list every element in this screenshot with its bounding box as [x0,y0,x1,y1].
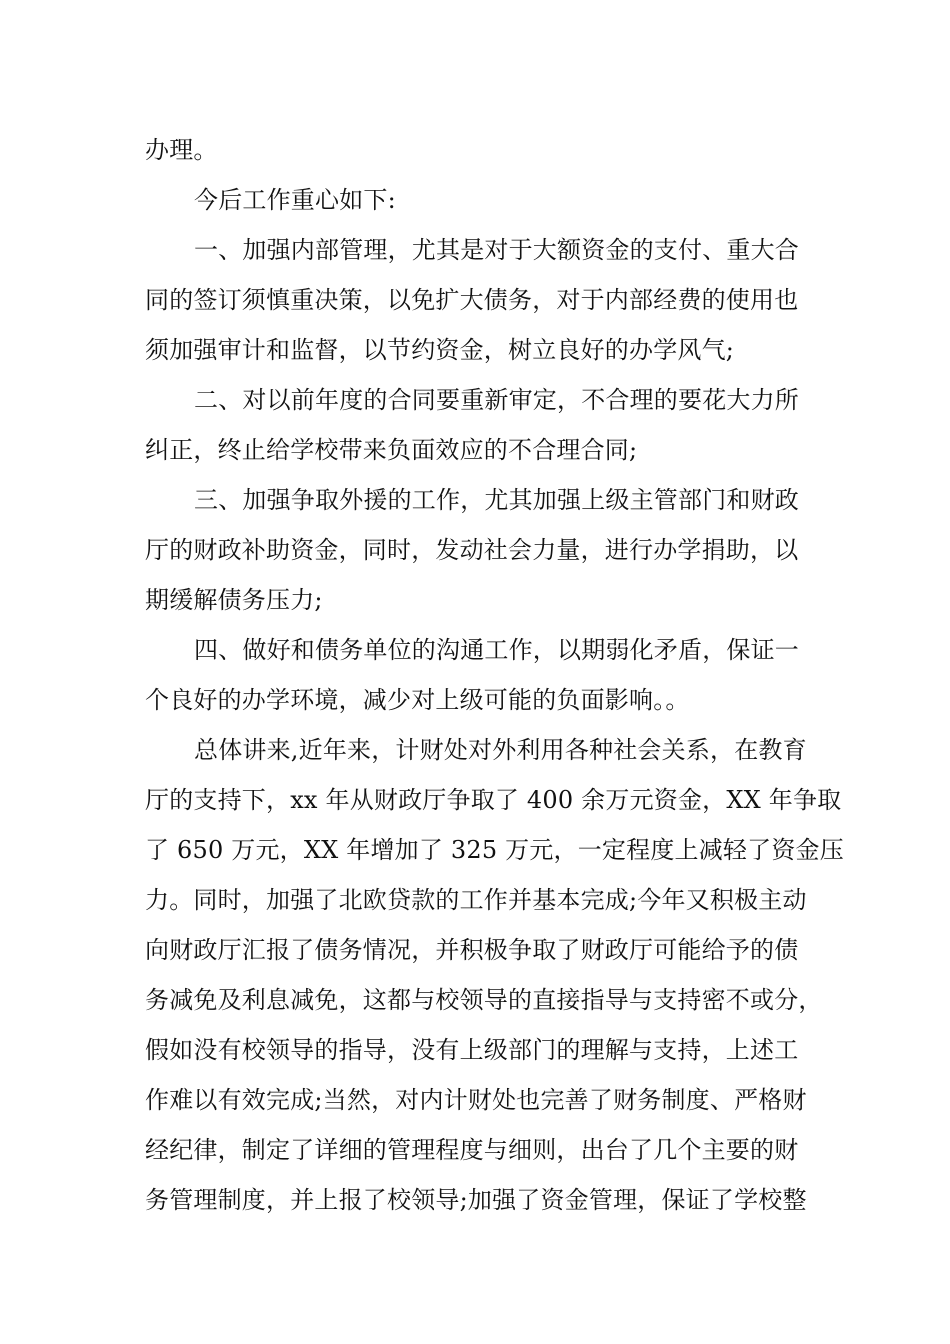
text-line: 期缓解债务压力; [145,586,323,614]
text-line: 作难以有效完成;当然，对内计财处也完善了财务制度、严格财 [145,1086,807,1114]
text-line: 经纪律，制定了详细的管理程度与细则，出台了几个主要的财 [145,1136,799,1164]
text-line: 四、做好和债务单位的沟通工作，以期弱化矛盾，保证一 [194,636,799,664]
text-line: 办理。 [145,136,218,164]
section-heading: 今后工作重心如下: [194,186,396,214]
text-line: 厅的支持下，xx 年从财政厅争取了 400 余万元资金，XX 年争取 [145,786,842,814]
text-line: 总体讲来,近年来，计财处对外利用各种社会关系，在教育 [194,736,807,764]
text-line: 务管理制度，并上报了校领导;加强了资金管理，保证了学校整 [145,1186,807,1214]
text-line: 务减免及利息减免，这都与校领导的直接指导与支持密不或分， [145,986,823,1014]
text-line: 同的签订须慎重决策，以免扩大债务，对于内部经费的使用也 [145,286,799,314]
text-line: 向财政厅汇报了债务情况，并积极争取了财政厅可能给予的债 [145,936,799,964]
text-line: 个良好的办学环境，减少对上级可能的负面影响。。 [145,686,690,714]
text-line: 二、对以前年度的合同要重新审定，不合理的要花大力所 [194,386,799,414]
text-line: 厅的财政补助资金，同时，发动社会力量，进行办学捐助，以 [145,536,799,564]
text-line: 了 650 万元，XX 年增加了 325 万元，一定程度上减轻了资金压 [145,836,844,864]
text-line: 纠正，终止给学校带来负面效应的不合理合同; [145,436,638,464]
text-line: 一、加强内部管理，尤其是对于大额资金的支付、重大合 [194,236,799,264]
text-line: 须加强审计和监督，以节约资金，树立良好的办学风气; [145,336,735,364]
text-line: 假如没有校领导的指导，没有上级部门的理解与支持，上述工 [145,1036,799,1064]
text-line: 三、加强争取外援的工作，尤其加强上级主管部门和财政 [194,486,799,514]
text-line: 力。同时，加强了北欧贷款的工作并基本完成;今年又积极主动 [145,886,807,914]
